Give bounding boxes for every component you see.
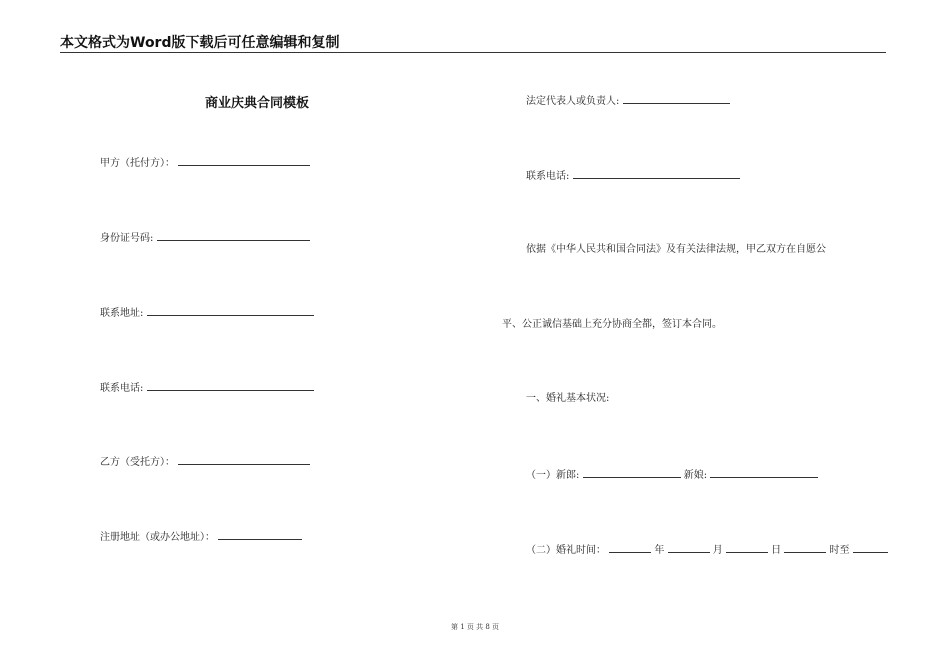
hour-blank bbox=[784, 542, 826, 553]
party-a-field bbox=[100, 155, 310, 171]
registered-address-blank bbox=[218, 529, 302, 540]
year-blank bbox=[609, 542, 651, 553]
hour-label: 时至 bbox=[829, 545, 850, 556]
registered-address-label: 注册地址（或办公地址）： bbox=[100, 532, 215, 543]
phone-blank-right bbox=[573, 168, 740, 179]
party-a-blank bbox=[178, 155, 310, 166]
bride-blank bbox=[710, 467, 818, 478]
id-number-blank bbox=[157, 230, 310, 241]
address-blank bbox=[147, 305, 314, 316]
groom-blank bbox=[583, 467, 681, 478]
day-blank bbox=[726, 542, 768, 553]
party-b-blank bbox=[178, 454, 310, 465]
document-title: 商业庆典合同模板 bbox=[205, 96, 310, 111]
paragraph-line-1: 依据《中华人民共和国合同法》及有关法律法规，甲乙双方在自愿公 bbox=[526, 244, 826, 255]
address-field bbox=[100, 305, 314, 321]
wedding-time-label: （二）婚礼时间： bbox=[526, 545, 606, 556]
phone-label-left: 联系电话: bbox=[100, 383, 144, 394]
phone-field-left bbox=[100, 380, 314, 396]
legal-rep-blank bbox=[623, 93, 730, 104]
couple-names-field bbox=[526, 467, 818, 483]
id-number-field bbox=[100, 230, 310, 246]
address-label: 联系地址: bbox=[100, 308, 144, 319]
bride-label: 新娘: bbox=[683, 470, 708, 481]
end-time-blank bbox=[853, 542, 888, 553]
page-header bbox=[60, 34, 886, 53]
party-b-label: 乙方（受托方）： bbox=[100, 457, 175, 468]
phone-blank-left bbox=[147, 380, 314, 391]
party-b-field bbox=[100, 454, 310, 470]
month-blank bbox=[668, 542, 710, 553]
groom-label: （一）新郎: bbox=[526, 470, 580, 481]
registered-address-field bbox=[100, 529, 302, 545]
section-heading-1: 一、婚礼基本状况: bbox=[526, 393, 610, 404]
party-a-label: 甲方（托付方）： bbox=[100, 158, 175, 169]
day-label: 日 bbox=[771, 545, 782, 556]
header-text: 本文格式为Word版下载后可任意编辑和复制 bbox=[60, 35, 340, 51]
phone-field-right bbox=[526, 168, 740, 184]
id-number-label: 身份证号码: bbox=[100, 233, 154, 244]
legal-rep-label: 法定代表人或负责人: bbox=[526, 96, 620, 107]
legal-rep-field bbox=[526, 93, 730, 109]
paragraph-line-2: 平、公正诚信基础上充分协商全都，签订本合同。 bbox=[502, 319, 722, 330]
month-label: 月 bbox=[712, 545, 723, 556]
phone-label-right: 联系电话: bbox=[526, 171, 570, 182]
wedding-time-field bbox=[526, 542, 888, 558]
year-label: 年 bbox=[654, 545, 665, 556]
page-footer: 第 1 页 共 8 页 bbox=[450, 623, 500, 631]
